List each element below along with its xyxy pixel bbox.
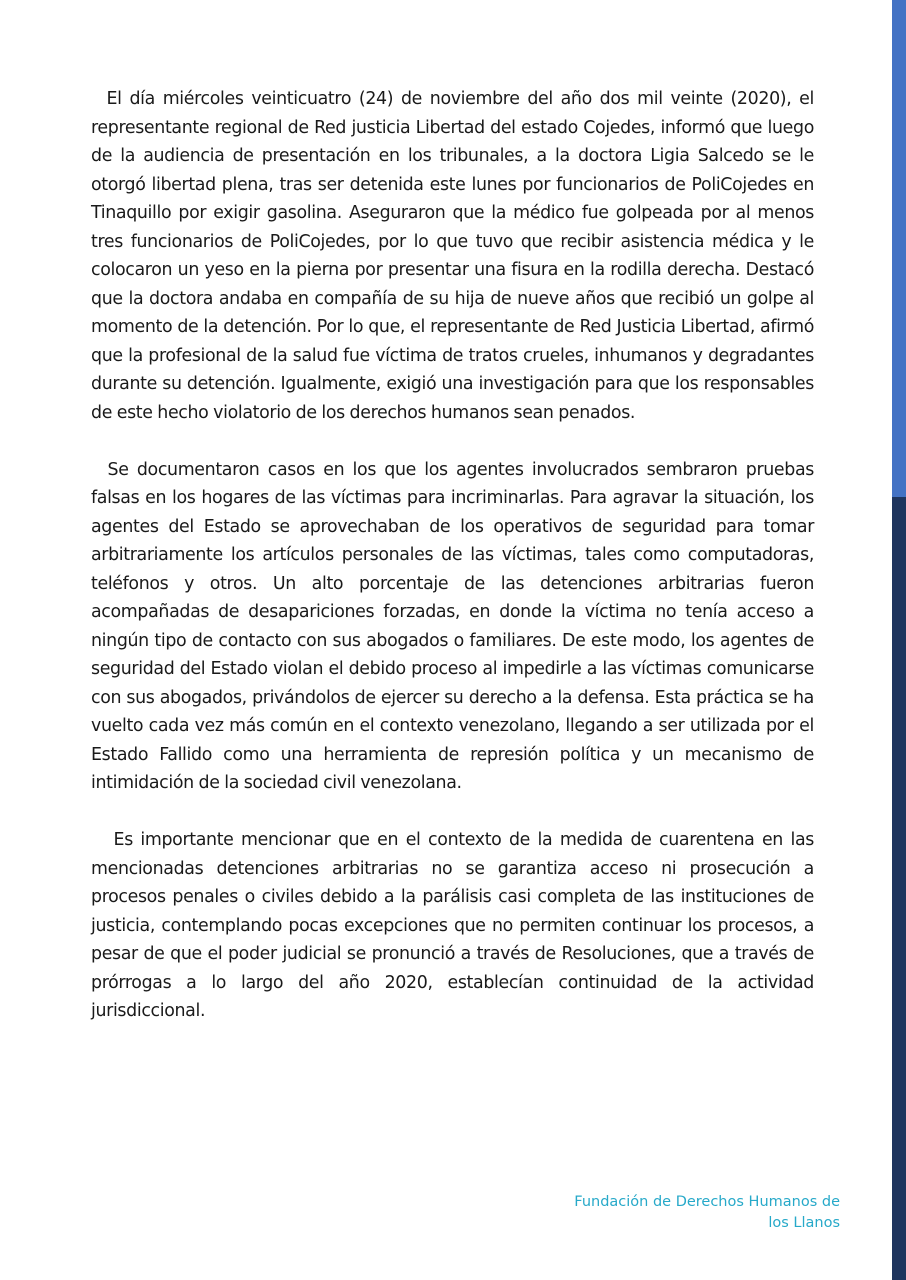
side-accent-bar-top xyxy=(892,0,906,497)
paragraph-3: Es importante mencionar que en el contexto de la medida de cuarentena en las mencionadas detenciones arbitrarias no se garantiza acceso ni prosecución a procesos penales o civiles debido a la parálisis casi completa de las instituciones de justicia, contemplando pocas excepciones que no permiten continuar los procesos, a pesar de que el poder judicial se pronunció a través de Resoluciones, que a través de prórrogas a lo largo del año 2020, establecían continuidad de la actividad jurisdiccional. xyxy=(91,830,814,1021)
paragraph-2: Se documentaron casos en los que los agentes involucrados sembraron pruebas falsas en los hogares de las víctimas para incriminarlas. Para agravar la situación, los agentes del Estado se aprovechaban de los operativos de seguridad para tomar arbitrariamente los artículos personales de las víctimas, tales como computadoras, teléfonos y otros. Un alto porcentaje de las detenciones arbitrarias fueron acompañadas de desapariciones forzadas, en donde la víctima no tenía acceso a ningún tipo de contacto con sus abogados o familiares. De este modo, los agentes de seguridad del Estado violan el debido proceso al impedirle a las víctimas comunicarse con sus abogados, privándolos de ejercer su derecho a la defensa. Esta práctica se ha vuelto cada vez más común en el contexto venezolano, llegando a ser utilizada por el Estado Fallido como una herramienta de represión política y un mecanismo de intimidación de la sociedad civil venezolana. xyxy=(91,459,814,793)
document-body xyxy=(91,85,814,1054)
side-accent-bar-bottom xyxy=(892,497,906,1280)
footer-line-2: los Llanos xyxy=(768,1215,840,1231)
footer-line-1: Fundación de Derechos Humanos de xyxy=(574,1194,840,1210)
paragraph-1: El día miércoles veinticuatro (24) de noviembre del año dos mil veinte (2020), el representante regional de Red justicia Libertad del estado Cojedes, informó que luego de la audiencia de presentación en los tribunales, a la doctora Ligia Salcedo se le otorgó libertad plena, tras ser detenida este lunes por funcionarios de PoliCojedes en Tinaquillo por exigir gasolina. Aseguraron que la médico fue golpeada por al menos tres funcionarios de PoliCojedes, por lo que tuvo que recibir asistencia médica y le colocaron un yeso en la pierna por presentar una fisura en la rodilla derecha. Destacó que la doctora andaba en compañía de su hija de nueve años que recibió un golpe al momento de la detención. Por lo que, el representante de Red Justicia Libertad, afirmó que la profesional de la salud fue víctima de tratos crueles, inhumanos y degradantes durante su detención. Igualmente, exigió una investigación para que los responsables de este hecho violatorio de los derechos humanos sean penados. xyxy=(91,89,814,423)
side-accent-bar xyxy=(892,0,906,1280)
footer-organization xyxy=(540,1192,840,1234)
